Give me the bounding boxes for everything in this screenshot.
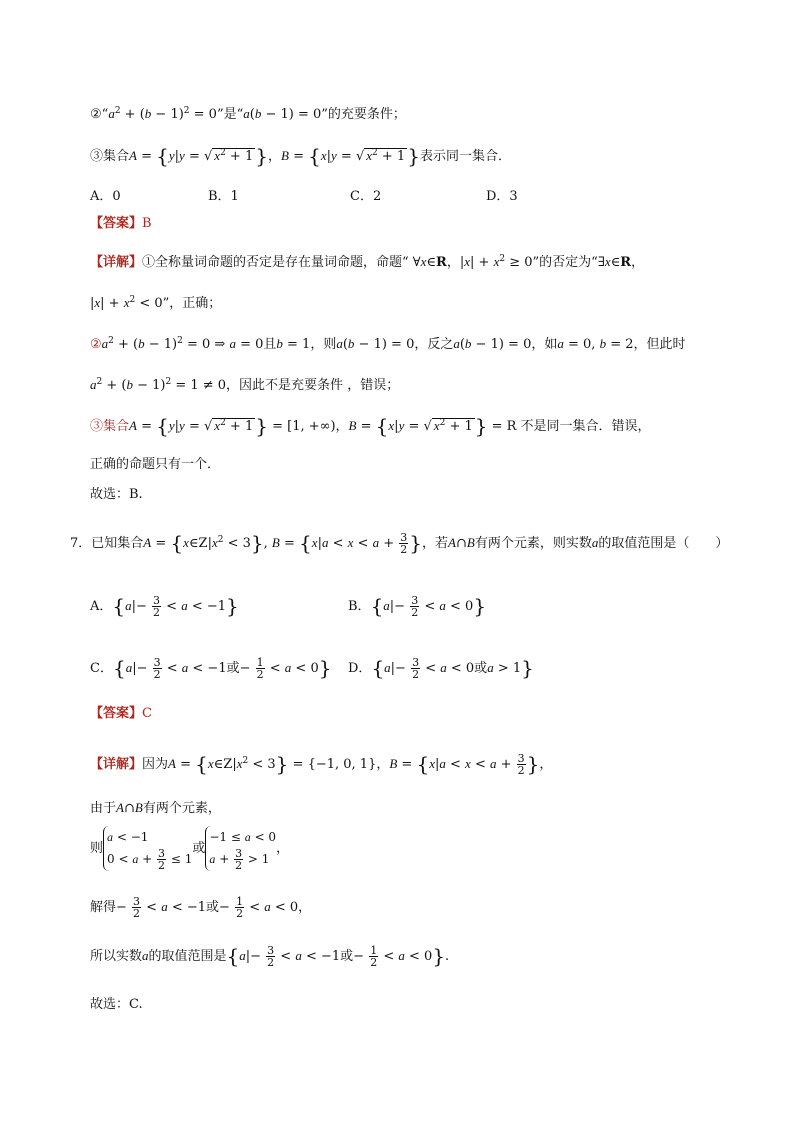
q7-select: 故选：C. <box>90 997 143 1012</box>
q7-detail-3: 则 a < −1 0 < a + $\frac{3}{2}$ ≤ 1 或 −1 ≤ a < 0 a + $\frac{3}{2}$ > 1 ， <box>90 826 289 871</box>
q6-select: 故选：B. <box>90 487 143 502</box>
q6-detail-2a: $②a^2 + (b - 1)^2 = 0$ ⇒ a = 0且b = 1，则a(b − 1) = 0，反之a(b − 1) = 0，如a = 0, b = 2，但此时 <box>90 336 686 352</box>
q7-detail-4: 解得− $\frac{3}{2}$ < a < −1或− $\frac{1}{2}$ < a < 0， <box>90 895 312 920</box>
q6-statement-3: ③集合A = {y|y = √ $x^2 + 1$ }，B = {x|y = √ $x^2 + 1$ }表示同一集合． <box>90 144 511 168</box>
q7-option-c: C．{a|− $\frac{3}{2}$ < a < −1或− $\frac{1}{2}$ < a < 0} <box>90 656 332 681</box>
q7-detail-2: 由于A∩B有两个元素， <box>90 800 221 816</box>
q6-detail-4: 正确的命题只有一个． <box>90 457 221 472</box>
q7-option-a: A．{a|− $\frac{3}{2}$ < a < −1} <box>90 594 239 619</box>
answer-label: 【答案】 <box>90 706 143 721</box>
answer-value: B <box>142 216 152 231</box>
q6-detail-1b: $|x| + x^2 < 0$”，正确； <box>90 295 222 311</box>
q6-detail-1a: 【详解】①全称量词命题的否定是存在量词命题，命题“ ∀x∈R，$|x| + x^2 \ge 0$”的否定为“∃x∈R， <box>90 254 645 270</box>
q7-option-d: D．{a|− $\frac{3}{2}$ < a < 0或a > 1} <box>348 656 534 681</box>
q6-answer <box>90 214 152 234</box>
q6-option-d: D．3 <box>486 189 518 204</box>
q7-detail-5: 所以实数a的取值范围是{a|− $\frac{3}{2}$ < a < −1或− $\frac{1}{2}$ < a < 0}. <box>90 944 450 969</box>
q7-detail-1: 【详解】因为$A = \{x\in Z|x^2 < 3\} = \{-1$, 0, 1}，B = {x|a < x < a + $\frac{3}{2}$ }， <box>90 752 553 777</box>
answer-value: C <box>142 706 152 721</box>
q7-option-b: B．{a|− $\frac{3}{2}$ < a < 0} <box>348 594 487 619</box>
q6-option-c: C．2 <box>350 189 382 204</box>
q6-statement-2: $②“a^2 + (b - 1)^2 = 0$”是“a(b − 1) = 0”的充要条件； <box>90 106 406 122</box>
answer-label: 【答案】 <box>90 216 143 231</box>
q7-answer <box>90 704 152 724</box>
q6-option-b: B．1 <box>208 189 239 204</box>
q7-stem: 7．已知集合$A = \{x\in Z|x^2 < 3\}$, B = {x|a < x < a + $\frac{3}{2}$ }，若A∩B有两个元素，则实数a的取值范围是（ ） <box>70 531 729 556</box>
q6-detail-2b: $a^2 + (b - 1)^2 = 1 \ne 0$，因此不是充要条件 ，错误； <box>90 377 400 393</box>
q6-option-a: A．0 <box>90 189 121 204</box>
q6-detail-3: ③集合A = {y|y = √ $x^2 + 1$ } = [1, +∞)，B = {x|y = √ $x^2 + 1$ } = R 不是同一集合．错误， <box>90 414 651 438</box>
